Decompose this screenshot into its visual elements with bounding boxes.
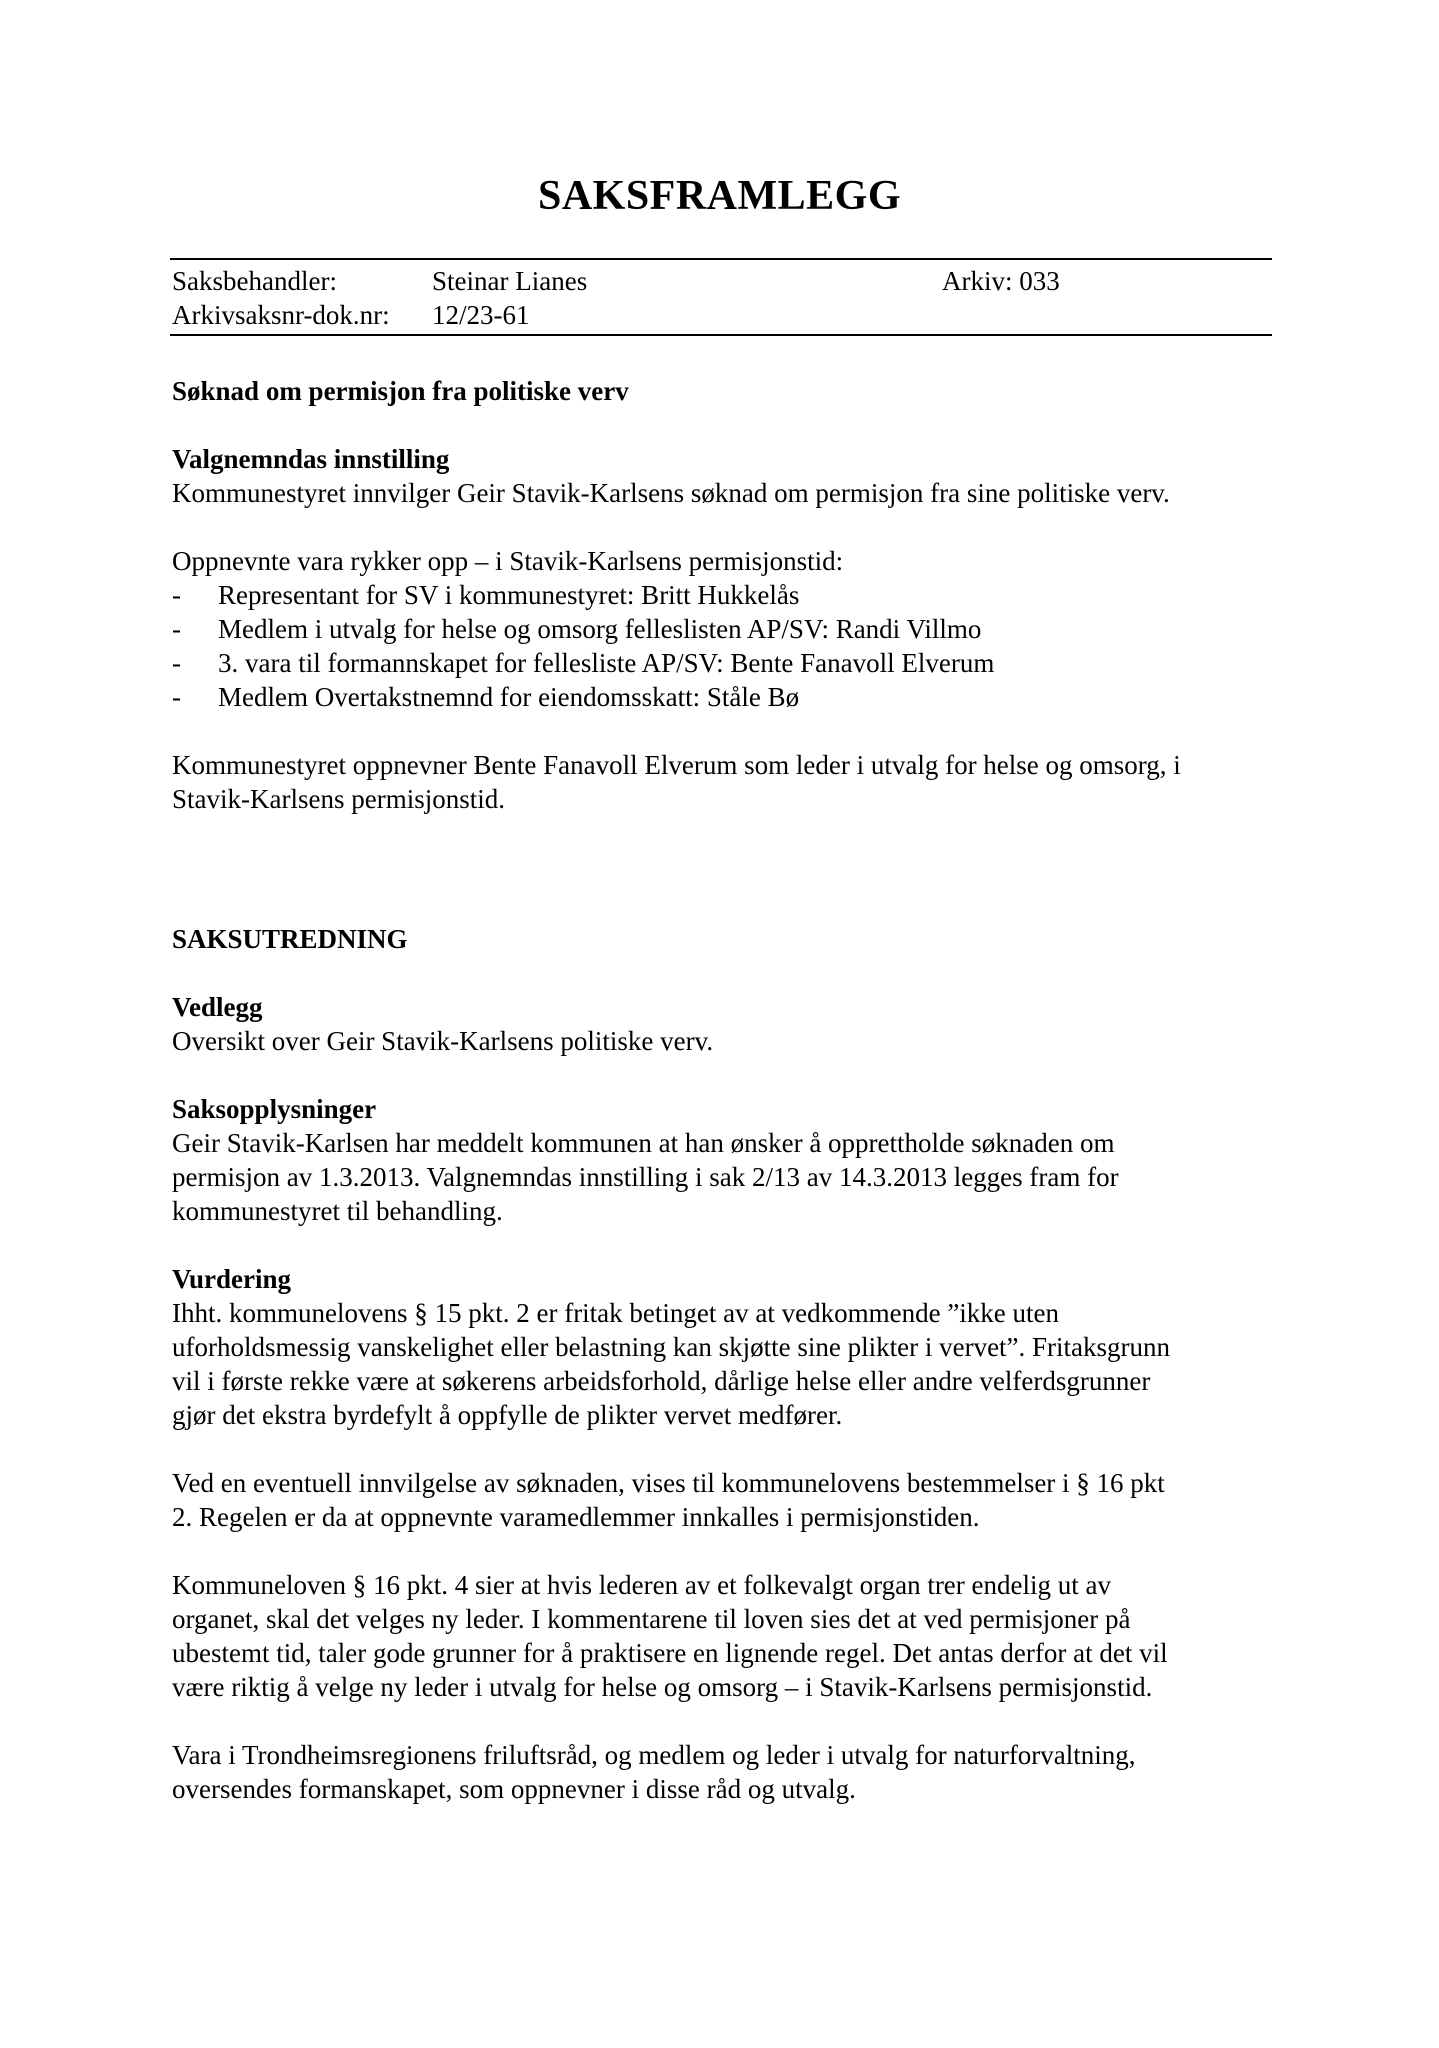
- paragraph-line: kommunestyret til behandling.: [172, 1196, 503, 1226]
- paragraph-line: vil i første rekke være at søkerens arbeidsforhold, dårlige helse eller andre velferdsgrunner: [172, 1366, 1151, 1396]
- list-bullet: -: [172, 580, 181, 610]
- header-bottom-rule: [170, 334, 1272, 336]
- paragraph-line: være riktig å velge ny leder i utvalg for helse og omsorg – i Stavik-Karlsens permisjonstid.: [172, 1672, 1153, 1702]
- paragraph-line: organet, skal det velges ny leder. I kommentarene til loven sies det at ved permisjoner på: [172, 1604, 1131, 1634]
- list-item: [172, 646, 1272, 680]
- paragraph-line: Vara i Trondheimsregionens friluftsråd, og medlem og leder i utvalg for naturforvaltning,: [172, 1740, 1136, 1770]
- saksbehandler-value: Steinar Lianes: [432, 266, 588, 296]
- vedlegg-heading: Vedlegg: [172, 992, 263, 1022]
- document-title: SAKSFRAMLEGG: [537, 173, 902, 219]
- list-intro: Oppnevnte vara rykker opp – i Stavik-Karlsens permisjonstid:: [172, 546, 844, 576]
- header-top-rule: [170, 258, 1272, 260]
- vedlegg-text: Oversikt over Geir Stavik-Karlsens politiske verv.: [172, 1026, 714, 1056]
- paragraph-line: gjør det ekstra byrdefylt å oppfylle de plikter vervet medfører.: [172, 1400, 843, 1430]
- list-item: [172, 612, 1272, 646]
- arkivsaksnr-label: Arkivsaksnr-dok.nr:: [172, 300, 390, 330]
- list-item-text: Medlem i utvalg for helse og omsorg felleslisten AP/SV: Randi Villmo: [218, 614, 982, 644]
- vurdering-paragraph-2: [172, 1466, 1272, 1534]
- paragraph-line: oversendes formanskapet, som oppnevner i disse råd og utvalg.: [172, 1774, 856, 1804]
- innstilling-text: Kommunestyret innvilger Geir Stavik-Karlsens søknad om permisjon fra sine politiske verv.: [172, 478, 1170, 508]
- list-item: [172, 578, 1272, 612]
- vurdering-heading: Vurdering: [172, 1264, 292, 1294]
- closing-line-1: Kommunestyret oppnevner Bente Fanavoll Elverum som leder i utvalg for helse og omsorg, i: [172, 750, 1181, 780]
- closing-line-2: Stavik-Karlsens permisjonstid.: [172, 784, 505, 814]
- arkiv-code: Arkiv: 033: [942, 266, 1060, 296]
- innstilling-heading: Valgnemndas innstilling: [172, 444, 450, 474]
- list-bullet: -: [172, 682, 181, 712]
- paragraph-line: ubestemt tid, taler gode grunner for å praktisere en lignende regel. Det antas derfor at det vil: [172, 1638, 1168, 1668]
- vurdering-paragraph-1: [172, 1296, 1272, 1432]
- paragraph-line: uforholdsmessig vanskelighet eller belastning kan skjøtte sine plikter i vervet”. Fritaksgrunn: [172, 1332, 1171, 1362]
- saksopplysninger-heading: Saksopplysninger: [172, 1094, 377, 1124]
- vurdering-paragraph-4: [172, 1738, 1272, 1806]
- list-item-text: Medlem Overtakstnemnd for eiendomsskatt: Ståle Bø: [218, 682, 800, 712]
- case-subject: Søknad om permisjon fra politiske verv: [172, 376, 629, 406]
- list-bullet: -: [172, 614, 181, 644]
- list-item-text: Representant for SV i kommunestyret: Britt Hukkelås: [218, 580, 800, 610]
- vurdering-paragraph-3: [172, 1568, 1272, 1704]
- saksopplysninger-paragraph: [172, 1126, 1272, 1228]
- paragraph-line: 2. Regelen er da at oppnevnte varamedlemmer innkalles i permisjonstiden.: [172, 1502, 980, 1532]
- arkivsaksnr-value: 12/23-61: [432, 300, 530, 330]
- paragraph-line: permisjon av 1.3.2013. Valgnemndas innstilling i sak 2/13 av 14.3.2013 legges fram for: [172, 1162, 1119, 1192]
- list-item-text: 3. vara til formannskapet for fellesliste AP/SV: Bente Fanavoll Elverum: [218, 648, 995, 678]
- saksbehandler-label: Saksbehandler:: [172, 266, 337, 296]
- list-item: [172, 680, 1272, 714]
- saksutredning-heading: SAKSUTREDNING: [172, 924, 408, 954]
- list-bullet: -: [172, 648, 181, 678]
- paragraph-line: Geir Stavik-Karlsen har meddelt kommunen at han ønsker å opprettholde søknaden om: [172, 1128, 1115, 1158]
- paragraph-line: Ihht. kommunelovens § 15 pkt. 2 er fritak betinget av at vedkommende ”ikke uten: [172, 1298, 1060, 1328]
- paragraph-line: Kommuneloven § 16 pkt. 4 sier at hvis lederen av et folkevalgt organ trer endelig ut av: [172, 1570, 1111, 1600]
- paragraph-line: Ved en eventuell innvilgelse av søknaden, vises til kommunelovens bestemmelser i § 16 pkt: [172, 1468, 1165, 1498]
- vara-list: [172, 578, 1272, 714]
